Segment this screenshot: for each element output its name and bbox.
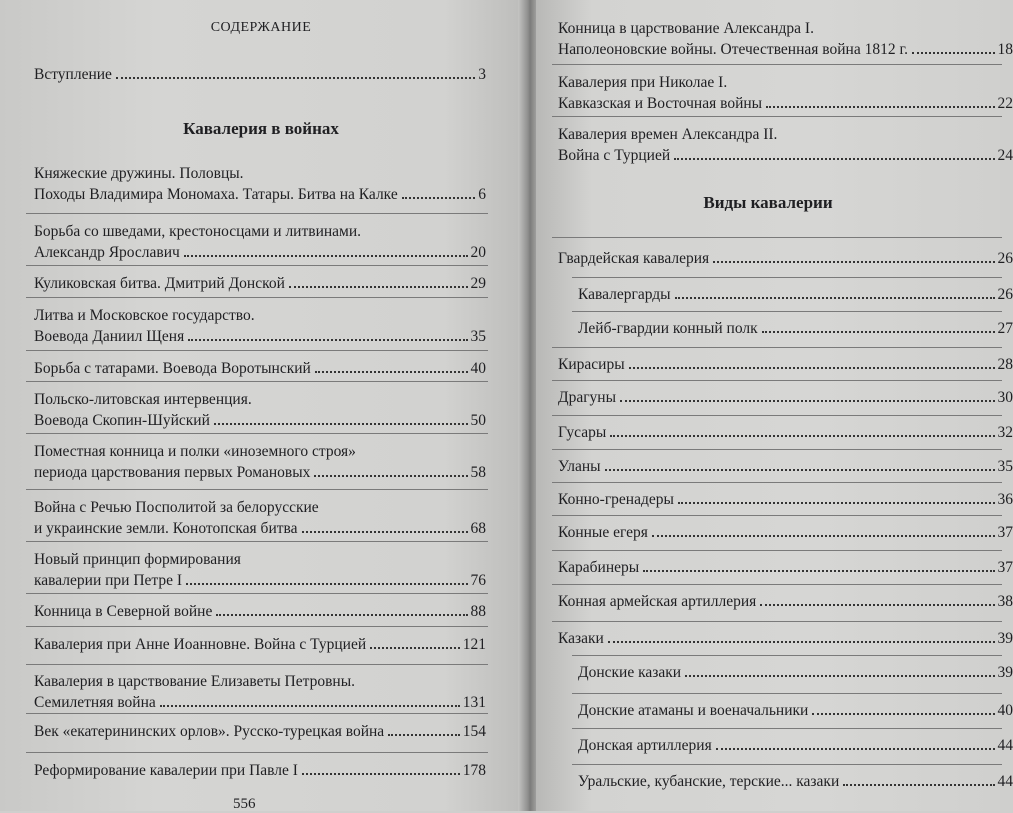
dot-leader [184,255,468,257]
toc-entry-row [558,557,1013,578]
toc-entry [558,456,1013,477]
toc-entry-row [34,410,486,431]
entry-divider [552,380,1002,381]
toc-entry-title: Кавалерия при Николае I. [558,72,1013,93]
toc-entry-row [578,662,1013,683]
entry-divider [552,116,1002,117]
toc-entry-title: Уланы [558,456,601,477]
toc-entry [34,441,486,483]
toc-entry [558,628,1013,649]
toc-entry-title: Куликовская битва. Дмитрий Донской [34,273,285,294]
toc-entry-row [34,184,486,205]
dot-leader [289,286,468,288]
toc-entry-title: Кавалерия в царствование Елизаветы Петровны. [34,671,486,692]
toc-entry-row [34,570,486,591]
toc-entry-title: Драгуны [558,387,616,408]
toc-entry-title: Польско-литовская интервенция. [34,389,486,410]
toc-entry [578,284,1013,305]
toc-entry-row [34,721,486,742]
entry-divider [572,693,1002,694]
dot-leader [608,641,995,643]
toc-entry-title: Гусары [558,422,606,443]
toc-entry [578,318,1013,339]
dot-leader [302,531,468,533]
toc-entry [34,497,486,539]
toc-entry [578,735,1013,756]
toc-entry [34,389,486,431]
toc-entry-title: Конные егеря [558,522,648,543]
toc-entry-title: Реформирование кавалерии при Павле I [34,760,298,781]
toc-page-number: 38 [998,591,1013,612]
toc-entry-row [34,518,486,539]
dot-leader [620,400,994,402]
toc-entry-title: Карабинеры [558,557,639,578]
toc-entry [558,354,1013,375]
toc-entry [34,601,486,622]
entry-divider [552,621,1002,622]
toc-entry [558,557,1013,578]
toc-entry-row [34,634,486,655]
entry-divider [26,489,488,490]
toc-entry-row [34,326,486,347]
toc-entry [34,721,486,742]
toc-entry-title: Лейб-гвардии конный полк [578,318,758,339]
toc-page-number: 3 [478,64,486,85]
toc-entry-title: Кавалерия времен Александра II. [558,124,1013,145]
toc-entry-row [558,39,1013,60]
dot-leader [629,367,995,369]
toc-entry [578,662,1013,683]
toc-entry-title: Кавказская и Восточная войны [558,93,762,114]
dot-leader [760,604,994,606]
section-title: Виды кавалерии [536,193,1000,213]
toc-entry [34,634,486,655]
toc-entry-title: Кирасиры [558,354,625,375]
toc-entry-row [34,462,486,483]
entry-divider [552,482,1002,483]
entry-divider [26,752,488,753]
toc-entry-title: Война с Речью Посполитой за белорусские [34,497,486,518]
toc-page-number: 44 [998,735,1013,756]
entry-divider [552,550,1002,551]
toc-entry-title: Борьба со шведами, крестоносцами и литвинами. [34,221,486,242]
toc-page-number: 58 [471,462,487,483]
toc-page-number: 154 [463,721,486,742]
section-title: Кавалерия в войнах [0,119,522,139]
toc-entry-title: Век «екатерининских орлов». Русско-турецкая война [34,721,384,742]
dot-leader [843,784,994,786]
toc-entry-title: Новый принцип формирования [34,549,486,570]
dot-leader [216,614,467,616]
toc-page-number: 22 [998,93,1013,114]
entry-divider [572,311,1002,312]
toc-entry-row [558,145,1013,166]
dot-leader [675,297,995,299]
toc-page-number: 30 [998,387,1013,408]
toc-entry-title: Донские атаманы и военачальники [578,700,808,721]
dot-leader [685,675,994,677]
toc-entry [34,760,486,781]
toc-entry [34,221,486,263]
toc-page-number: 37 [998,557,1013,578]
toc-entry-row [34,601,486,622]
toc-entry-row [558,628,1013,649]
toc-entry [34,273,486,294]
toc-entry-title: Донские казаки [578,662,681,683]
toc-page-number: 35 [471,326,487,347]
toc-page-number: 26 [998,284,1013,305]
toc-page-number: 50 [471,410,487,431]
entry-divider [572,277,1002,278]
toc-page-number: 68 [471,518,487,539]
toc-page-number: 39 [998,662,1013,683]
dot-leader [370,647,460,649]
dot-leader [214,423,468,425]
toc-entry-title: Война с Турцией [558,145,670,166]
toc-page-number: 88 [471,601,487,622]
toc-entry-row [34,273,486,294]
dot-leader [716,748,995,750]
toc-entry [34,64,486,85]
toc-entry [558,18,1013,60]
toc-entry-title: Воевода Даниил Щеня [34,326,184,347]
toc-entry-row [558,387,1013,408]
toc-entry-title: Наполеоновские войны. Отечественная война 1812 г. [558,39,908,60]
dot-leader [186,583,467,585]
toc-entry-title: Княжеские дружины. Половцы. [34,163,486,184]
toc-entry-row [34,692,486,713]
toc-entry-title: Кавалергарды [578,284,671,305]
dot-leader [302,773,460,775]
toc-entry [34,671,486,713]
dot-leader [402,197,476,199]
toc-page-number: 131 [463,692,486,713]
toc-entry-title: периода царствования первых Романовых [34,462,310,483]
toc-entry-title: Вступление [34,64,112,85]
toc-entry [34,163,486,205]
toc-entry-row [578,771,1013,792]
entry-divider [26,297,488,298]
toc-page-number: 28 [998,354,1013,375]
toc-page-number: 18 [998,39,1013,60]
toc-entry-row [558,456,1013,477]
entry-divider [26,664,488,665]
entry-divider [552,584,1002,585]
toc-entry [578,700,1013,721]
dot-leader [643,570,994,572]
toc-entry-title: Конная армейская артиллерия [558,591,756,612]
entry-divider [26,541,488,542]
toc-entry-title: Гвардейская кавалерия [558,248,709,269]
entry-divider [26,265,488,266]
dot-leader [766,106,994,108]
toc-entry-title: Борьба с татарами. Воевода Воротынский [34,358,311,379]
toc-entry-row [578,700,1013,721]
dot-leader [762,331,995,333]
dot-leader [315,371,468,373]
toc-entry-row [34,64,486,85]
entry-divider [572,764,1002,765]
toc-page-number: 76 [471,570,487,591]
toc-entry-row [578,318,1013,339]
entry-divider [26,213,488,214]
dot-leader [160,705,460,707]
toc-entry-title: Казаки [558,628,604,649]
toc-entry-title: Уральские, кубанские, терские... казаки [578,771,839,792]
entry-divider [572,655,1002,656]
toc-entry-row [578,284,1013,305]
toc-entry-row [558,422,1013,443]
toc-page-number: 178 [463,760,486,781]
dot-leader [713,261,994,263]
entry-divider [552,347,1002,348]
dot-leader [314,475,467,477]
toc-entry-title: Поместная конница и полки «иноземного строя» [34,441,486,462]
entry-divider [26,713,488,714]
entry-divider [552,237,1002,238]
dot-leader [674,158,994,160]
toc-entry-title: Литва и Московское государство. [34,305,486,326]
toc-page-number: 44 [998,771,1013,792]
entry-divider [552,415,1002,416]
dot-leader [605,469,995,471]
toc-page-number: 39 [998,628,1013,649]
toc-entry [558,387,1013,408]
toc-page-number: 121 [463,634,486,655]
toc-entry-title: Донская артиллерия [578,735,712,756]
dot-leader [116,77,475,79]
toc-entry-title: Воевода Скопин-Шуйский [34,410,210,431]
toc-entry-row [558,522,1013,543]
toc-entry-title: Семилетняя война [34,692,156,713]
dot-leader [610,435,994,437]
toc-page-number: 29 [471,273,487,294]
toc-entry [578,771,1013,792]
toc-entry-title: Походы Владимира Мономаха. Татары. Битва на Калке [34,184,398,205]
toc-entry [558,72,1013,114]
entry-divider [552,515,1002,516]
toc-entry [558,489,1013,510]
toc-entry [558,522,1013,543]
toc-entry-title: кавалерии при Петре I [34,570,182,591]
dot-leader [188,339,467,341]
toc-page-number: 27 [998,318,1013,339]
entry-divider [26,381,488,382]
dot-leader [678,502,995,504]
toc-entry [558,248,1013,269]
toc-entry-row [558,354,1013,375]
dot-leader [912,52,995,54]
toc-entry-title: Конница в царствование Александра I. [558,18,1013,39]
toc-page-number: 24 [998,145,1013,166]
toc-entry-title: Конница в Северной войне [34,601,212,622]
entry-divider [26,433,488,434]
toc-entry-title: Конно-гренадеры [558,489,674,510]
entry-divider [572,728,1002,729]
toc-entry-row [34,242,486,263]
toc-page-number: 20 [471,242,487,263]
dot-leader [388,734,460,736]
toc-entry [558,422,1013,443]
toc-page-number: 32 [998,422,1013,443]
dot-leader [812,713,994,715]
toc-entry [558,591,1013,612]
entry-divider [552,449,1002,450]
toc-entry-row [34,760,486,781]
entry-divider [26,593,488,594]
toc-entry [34,305,486,347]
toc-page-number: 35 [998,456,1013,477]
dot-leader [652,535,995,537]
toc-page-number: 40 [998,700,1013,721]
toc-page-number: 36 [998,489,1013,510]
toc-entry [558,124,1013,166]
toc-page-number: 40 [471,358,487,379]
entry-divider [552,64,1002,65]
toc-entry [34,549,486,591]
toc-page-number: 37 [998,522,1013,543]
right-page [536,0,1000,811]
toc-entry-row [558,489,1013,510]
toc-entry-row [578,735,1013,756]
toc-entry-title: и украинские земли. Конотопская битва [34,518,298,539]
toc-entry-row [558,248,1013,269]
toc-entry-title: Кавалерия при Анне Иоанновне. Война с Турцией [34,634,366,655]
entry-divider [26,350,488,351]
toc-entry [34,358,486,379]
toc-page-number: 6 [478,184,486,205]
toc-entry-row [34,358,486,379]
toc-entry-row [558,93,1013,114]
toc-entry-title: Александр Ярославич [34,242,180,263]
entry-divider [26,626,488,627]
toc-entry-row [558,591,1013,612]
toc-page-number: 26 [998,248,1013,269]
page-number: 556 [233,796,256,813]
contents-heading: СОДЕРЖАНИЕ [0,20,522,36]
